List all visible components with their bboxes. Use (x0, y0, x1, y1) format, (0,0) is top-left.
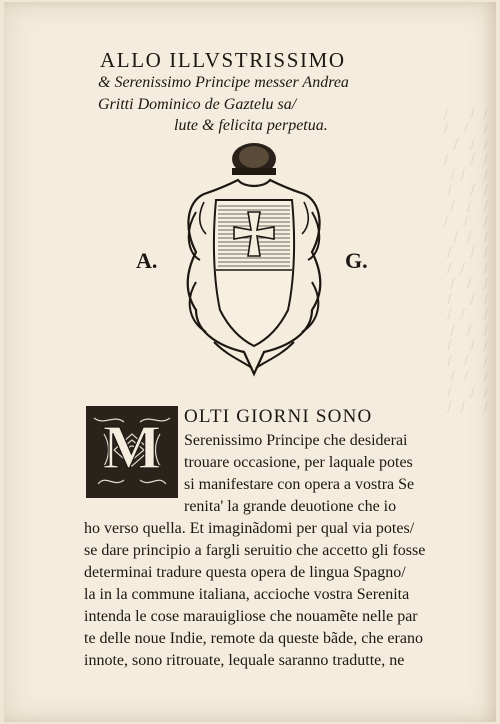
dedication-line: & Serenissimo Principe messer Andrea (98, 74, 349, 91)
text-line: Serenissimo Principe che desiderai (184, 432, 408, 449)
text-line: te delle noue Indie, remote da queste bãde, che erano (84, 630, 423, 647)
dedication-line: Gritti Dominico de Gaztelu sa/ (98, 96, 297, 113)
text-line: ho verso quella. Et imaginãdomi per qual via potes/ (84, 520, 415, 537)
dedication-line: lute & felicita perpetua. (174, 117, 328, 134)
opening-heading: OLTI GIORNI SONO (184, 406, 373, 427)
text-line: trouare occasione, per laquale potes (184, 454, 413, 471)
text-line: intenda le cose marauigliose che nouamẽte nelle par (84, 608, 418, 625)
text-line: renita' la grande deuotione che io (184, 498, 397, 515)
page-title: ALLO ILLVSTRISSIMO (100, 48, 346, 72)
hat-icon (232, 143, 276, 175)
text-line: determinai tradure questa opera de lingua Spagno/ (84, 564, 406, 581)
emblem-letter-right: G. (345, 248, 368, 273)
emblem-letter-left: A. (136, 248, 158, 273)
dropcap-initial (84, 404, 180, 500)
text-line: si manifestare con opera a vostra Se (184, 476, 415, 493)
text-line: innote, sono ritrouate, lequale saranno tradutte, ne (84, 652, 405, 669)
book-page (4, 2, 496, 722)
show-through-bleed: ʃ ʃ ʃ ʃ ʃ ʃ ʃ ʃ ʃ ʃ ʃ ʃ ʃ ʃ ʃ ʃ ʃ ʃ ʃ ʃ ʃ ʃ ʃ ʃ ʃ ʃ ʃ ʃ ʃ ʃ ʃ ʃ ʃ ʃ ʃ ʃ ʃ ʃ ʃ ʃ ʃ ʃ ʃ ʃ ʃ ʃ ʃ ʃ ʃ ʃ ʃ ʃ ʃ ʃ ʃ ʃ ʃ ʃ ʃ ʃ (444, 103, 488, 413)
text-line: la in la commune italiana, accioche vostra Serenita (84, 586, 410, 603)
text-line: se dare principio a fargli seruitio che accetto gli fosse (84, 542, 426, 559)
coat-of-arms-icon (174, 142, 334, 382)
dropcap-letter: M (102, 414, 162, 482)
